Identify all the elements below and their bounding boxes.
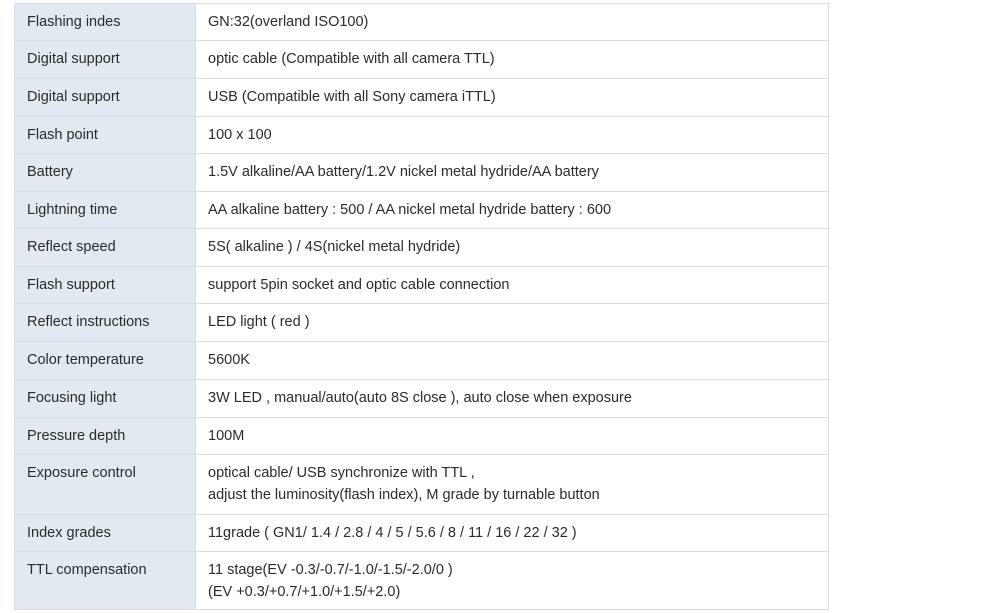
spec-row [15, 552, 829, 610]
spec-label: Flashing indes [15, 4, 196, 41]
spec-label: Digital support [15, 79, 196, 117]
spec-row [15, 342, 829, 380]
spec-label: Flash point [15, 117, 196, 154]
spec-label: Focusing light [15, 380, 196, 418]
spec-row [15, 79, 829, 117]
spec-row [15, 229, 829, 267]
spec-value: 1.5V alkaline/AA battery/1.2V nickel metal hydride/AA battery [196, 154, 829, 192]
spec-row [15, 117, 829, 154]
spec-label: Index grades [15, 515, 196, 552]
spec-value: AA alkaline battery : 500 / AA nickel metal hydride battery : 600 [196, 192, 829, 229]
spec-table-body [15, 4, 829, 610]
spec-row [15, 515, 829, 552]
spec-label: Battery [15, 154, 196, 192]
spec-value: optic cable (Compatible with all camera TTL) [196, 41, 829, 79]
spec-row [15, 154, 829, 192]
spec-row [15, 455, 829, 515]
spec-label: Pressure depth [15, 418, 196, 455]
spec-value: 3W LED , manual/auto(auto 8S close ), auto close when exposure [196, 380, 829, 418]
spec-row [15, 304, 829, 342]
spec-row [15, 418, 829, 455]
spec-row [15, 267, 829, 304]
spec-label: Lightning time [15, 192, 196, 229]
spec-value: 11grade ( GN1/ 1.4 / 2.8 / 4 / 5 / 5.6 / 8 / 11 / 16 / 22 / 32 ) [196, 515, 829, 552]
spec-value: GN:32(overland ISO100) [196, 4, 829, 41]
spec-row [15, 380, 829, 418]
spec-row [15, 192, 829, 229]
spec-value: 5S( alkaline ) / 4S(nickel metal hydride) [196, 229, 829, 267]
spec-value: 100M [196, 418, 829, 455]
spec-value: support 5pin socket and optic cable connection [196, 267, 829, 304]
spec-label: Reflect instructions [15, 304, 196, 342]
spec-label: Reflect speed [15, 229, 196, 267]
spec-value: USB (Compatible with all Sony camera iTTL) [196, 79, 829, 117]
spec-label: TTL compensation [15, 552, 196, 610]
spec-row [15, 41, 829, 79]
spec-label: Flash support [15, 267, 196, 304]
spec-value: 11 stage(EV -0.3/-0.7/-1.0/-1.5/-2.0/0 ) (EV +0.3/+0.7/+1.0/+1.5/+2.0) [196, 552, 829, 610]
spec-value: LED light ( red ) [196, 304, 829, 342]
spec-value: 100 x 100 [196, 117, 829, 154]
spec-table [14, 3, 829, 610]
spec-label: Digital support [15, 41, 196, 79]
spec-label: Exposure control [15, 455, 196, 515]
spec-row [15, 4, 829, 41]
spec-value: optical cable/ USB synchronize with TTL , adjust the luminosity(flash index), M grade by turnable button [196, 455, 829, 515]
spec-label: Color temperature [15, 342, 196, 380]
spec-value: 5600K [196, 342, 829, 380]
